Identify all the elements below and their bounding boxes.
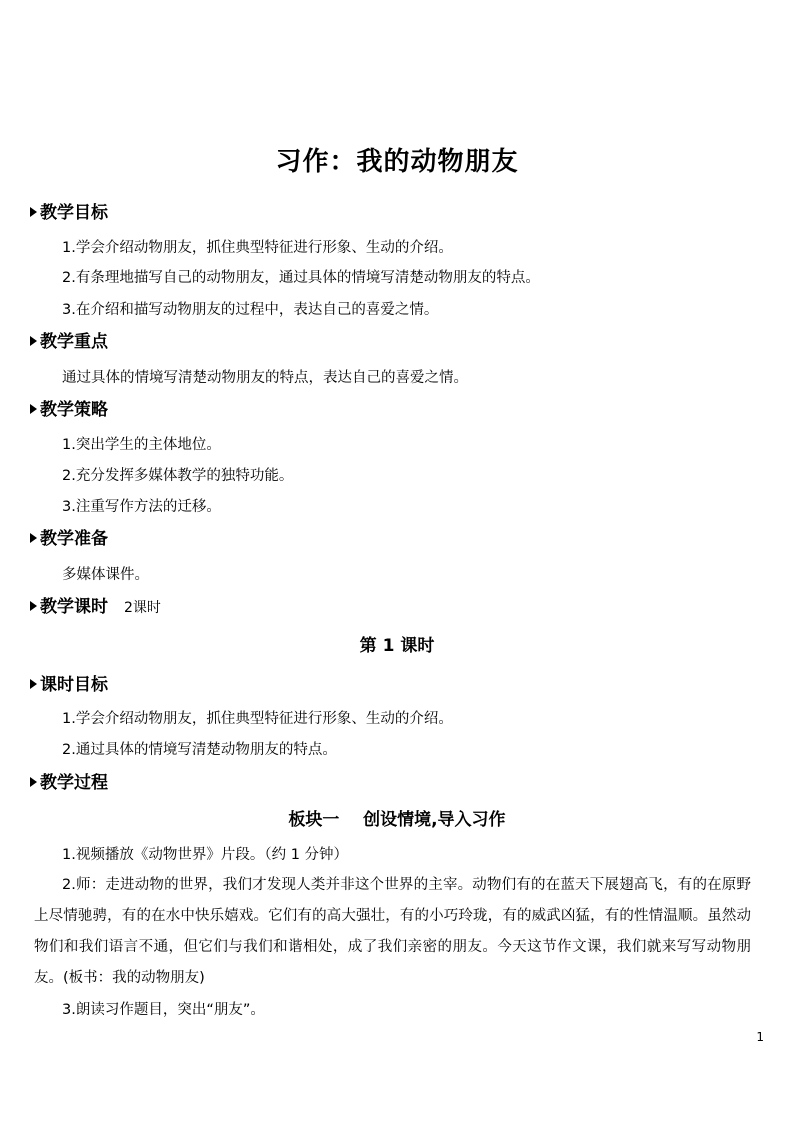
- preparation-text: 多媒体课件。: [62, 567, 149, 583]
- strategies-heading-text: 教学策略: [40, 400, 108, 420]
- lesson-title: 第 1 课时: [359, 636, 435, 656]
- lesson-goals-item-2: 2.通过具体的情境写清楚动物朋友的特点。: [62, 742, 337, 758]
- section-heading-preparation: [30, 528, 108, 550]
- triangle-bullet-icon: [30, 777, 37, 787]
- goals-item-2: 2.有条理地描写自己的动物朋友，通过具体的情境写清楚动物朋友的特点。: [62, 270, 540, 286]
- strategies-item-3: 3.注重写作方法的迁移。: [62, 499, 221, 515]
- block-title: 板块一 创设情境,导入习作: [288, 810, 506, 830]
- goals-heading-text: 教学目标: [40, 203, 108, 223]
- periods-heading-text: 教学课时: [40, 597, 108, 617]
- goals-item-1: 1.学会介绍动物朋友，抓住典型特征进行形象、生动的介绍。: [62, 240, 453, 256]
- triangle-bullet-icon: [30, 679, 37, 689]
- process-step-3: 3.朗读习作题目，突出“朋友”。: [62, 1002, 265, 1018]
- process-heading-text: 教学过程: [40, 773, 108, 793]
- goals-item-3: 3.在介绍和描写动物朋友的过程中，表达自己的喜爱之情。: [62, 302, 439, 318]
- section-heading-strategies: [30, 399, 108, 421]
- triangle-bullet-icon: [30, 336, 37, 346]
- lesson-goals-item-1: 1.学会介绍动物朋友，抓住典型特征进行形象、生动的介绍。: [62, 711, 453, 727]
- key-points-heading-text: 教学重点: [40, 332, 108, 352]
- triangle-bullet-icon: [30, 533, 37, 543]
- periods-value: 2课时: [124, 600, 161, 616]
- triangle-bullet-icon: [30, 207, 37, 217]
- preparation-heading-text: 教学准备: [40, 529, 108, 549]
- process-step-2: 2.师：走进动物的世界，我们才发现人类并非这个世界的主宰。动物们有的在蓝天下展翅高飞，有的在原野上尽情驰骋，有的在水中快乐嬉戏。它们有的高大强壮，有的小巧玲珑，有的威武凶猛，有的性情温顺。虽然动物们和我们语言不通，但它们与我们和谐相处，成了我们亲密的朋友。今天这节作文课，我们就来写写动物朋友。(板书：我的动物朋友): [34, 877, 751, 986]
- strategies-item-1: 1.突出学生的主体地位。: [62, 437, 221, 453]
- strategies-item-2: 2.充分发挥多媒体教学的独特功能。: [62, 468, 294, 484]
- section-heading-periods: [30, 596, 161, 619]
- section-heading-goals: [30, 202, 108, 224]
- lesson-goals-heading-text: 课时目标: [40, 675, 108, 695]
- triangle-bullet-icon: [30, 404, 37, 414]
- section-heading-process: [30, 772, 108, 794]
- document-title: 习作：我的动物朋友: [275, 147, 519, 177]
- key-points-text: 通过具体的情境写清楚动物朋友的特点，表达自己的喜爱之情。: [62, 370, 468, 386]
- triangle-bullet-icon: [30, 601, 37, 611]
- section-heading-key-points: [30, 331, 108, 353]
- section-heading-lesson-goals: [30, 674, 108, 696]
- process-step-1: 1.视频播放《动物世界》片段。（约 1 分钟）: [62, 847, 349, 863]
- page-number: 1: [756, 1030, 764, 1044]
